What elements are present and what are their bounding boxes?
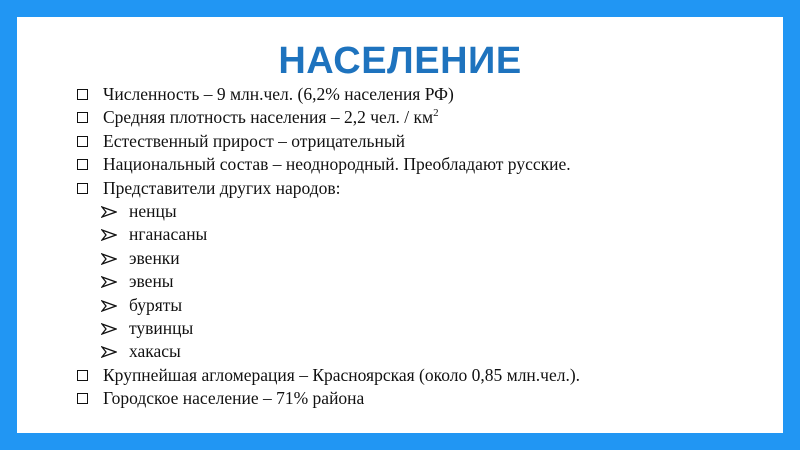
arrowhead-right-icon — [101, 323, 117, 335]
list-item-text: Городское население – 71% района — [103, 388, 365, 409]
arrowhead-right-icon — [101, 276, 117, 288]
sub-list-item-text: эвены — [129, 271, 174, 292]
list-item-text: Представители других народов: — [103, 177, 341, 198]
sub-list-item — [76, 247, 776, 270]
sub-list-item-text: нганасаны — [129, 224, 208, 245]
list-item — [76, 387, 776, 410]
arrowhead-right-icon — [101, 206, 117, 218]
list-item-text: Численность – 9 млн.чел. (6,2% населения РФ) — [103, 84, 454, 104]
sub-list-item-text: буряты — [129, 294, 183, 315]
sub-list-item — [76, 223, 776, 246]
list-item — [76, 83, 776, 106]
list-item — [76, 106, 776, 129]
checkbox-square-icon — [77, 112, 88, 123]
sub-list-item-text: ненцы — [129, 200, 177, 221]
checkbox-square-icon — [77, 393, 88, 404]
list-item-text: Средняя плотность населения – 2,2 чел. / км — [103, 107, 434, 128]
list-item — [76, 364, 776, 387]
list-item — [76, 130, 776, 153]
sub-list-item — [76, 294, 776, 317]
sub-list-item — [76, 317, 776, 340]
list-item — [76, 177, 776, 200]
checkbox-square-icon — [77, 183, 88, 194]
checkbox-square-icon — [77, 159, 88, 170]
arrowhead-right-icon — [101, 300, 117, 312]
list-item — [76, 153, 776, 176]
sub-list-item — [76, 340, 776, 363]
checkbox-square-icon — [77, 370, 88, 381]
sub-list-item-text: хакасы — [129, 341, 181, 362]
checkbox-square-icon — [77, 136, 88, 147]
list-item-text: Естественный прирост – отрицательный — [103, 130, 406, 151]
sub-list-item-text: тувинцы — [129, 317, 194, 338]
superscript: 2 — [433, 106, 439, 119]
sub-list-item — [76, 270, 776, 293]
slide-title: НАСЕЛЕНИЕ — [278, 40, 522, 82]
list-item-text: Крупнейшая агломерация – Красноярская (около 0,85 млн.чел.). — [103, 364, 581, 385]
list-item-text: Национальный состав – неоднородный. Преобладают русские. — [103, 154, 571, 175]
checkbox-square-icon — [77, 89, 88, 100]
bullet-list — [76, 83, 776, 410]
arrowhead-right-icon — [101, 253, 117, 265]
sub-list-item — [76, 200, 776, 223]
arrowhead-right-icon — [101, 229, 117, 241]
sub-list-item-text: эвенки — [129, 247, 180, 268]
arrowhead-right-icon — [101, 346, 117, 358]
